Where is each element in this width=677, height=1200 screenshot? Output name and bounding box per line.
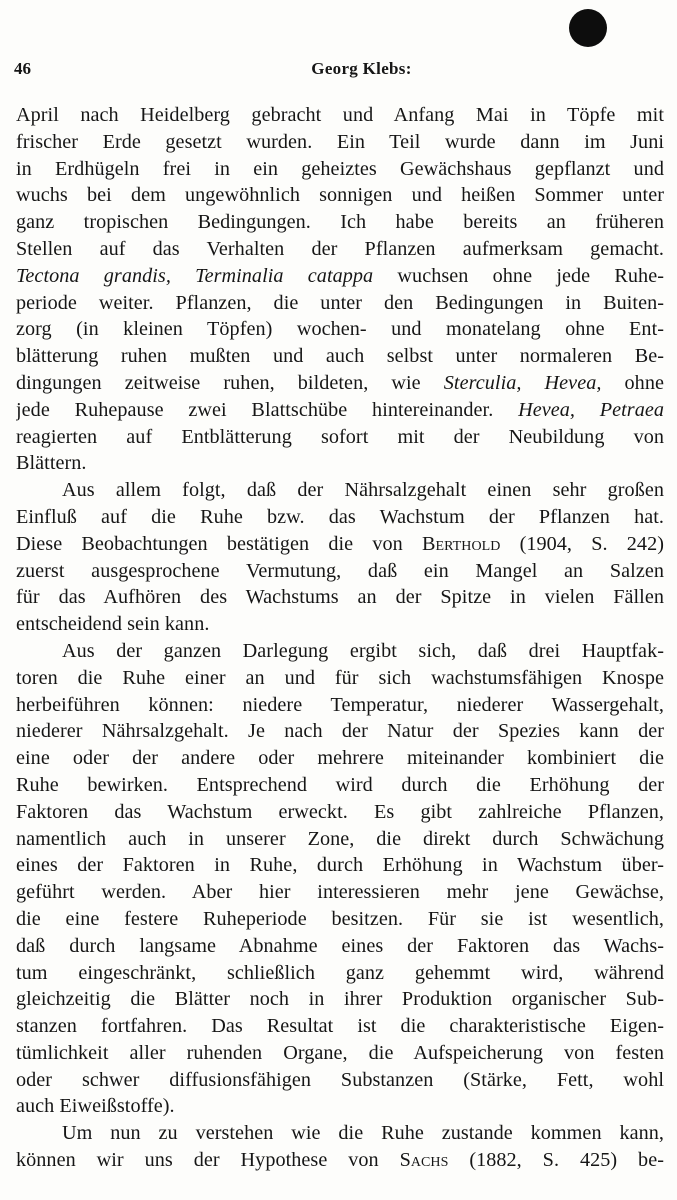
text-line [16, 1120, 664, 1147]
text-segment: Einfluß auf die Ruhe bzw. das Wachstum der Pflanzen hat. [16, 505, 664, 528]
text-segment: (1882, S. 425) be- [448, 1149, 664, 1172]
text-segment: die eine festere Ruheperiode besitzen. Für sie ist wesentlich, [16, 907, 664, 930]
text-line [16, 745, 664, 772]
page-header [14, 59, 659, 83]
italic-segment: Tectona grandis, Terminalia catappa [16, 264, 374, 287]
text-segment: tümlichkeit aller ruhenden Organe, die Aufspeicherung von festen [16, 1041, 664, 1064]
text-segment: namentlich auch in unserer Zone, die direkt durch Schwächung [16, 827, 664, 850]
text-line [16, 397, 664, 424]
text-line [16, 477, 664, 504]
text-segment: eine oder der andere oder mehrere miteinander kombiniert die [16, 747, 664, 770]
text-segment: herbeiführen können: niedere Temperatur, niederer Wassergehalt, [16, 693, 664, 716]
text-line [16, 102, 664, 129]
small-caps-segment: Berthold [422, 532, 501, 555]
text-line [16, 852, 664, 879]
text-line [16, 826, 664, 853]
text-line [16, 692, 664, 719]
text-line [16, 182, 664, 209]
text-segment: ganz tropischen Bedingungen. Ich habe bereits an früheren [16, 211, 664, 234]
text-line [16, 772, 664, 799]
text-segment: auch Eiweißstoffe). [16, 1095, 175, 1118]
text-segment: Blättern. [16, 452, 87, 475]
text-segment: reagierten auf Entblätterung sofort mit der Neubildung von [16, 425, 664, 448]
text-line [16, 129, 664, 156]
text-segment: daß durch langsame Abnahme eines der Faktoren das Wachs- [16, 934, 664, 957]
small-caps-segment: Sachs [399, 1149, 449, 1172]
text-segment: geführt werden. Aber hier interessieren mehr jene Gewächse, [16, 881, 664, 904]
text-segment: zorg (in kleinen Töpfen) wochen- und monatelang ohne Ent- [16, 318, 664, 341]
text-segment: Aus allem folgt, daß der Nährsalzgehalt einen sehr großen [62, 479, 664, 502]
text-segment: (1904, S. 242) [500, 532, 664, 555]
text-line [16, 933, 664, 960]
text-line [16, 960, 664, 987]
text-segment: Stellen auf das Verhalten der Pflanzen aufmerksam gemacht. [16, 237, 664, 260]
italic-segment: Sterculia, Hevea, [443, 371, 602, 394]
text-segment: Ruhe bewirken. Entsprechend wird durch die Erhöhung der [16, 773, 664, 796]
text-line [16, 665, 664, 692]
text-line [16, 290, 664, 317]
text-segment: Um nun zu verstehen wie die Ruhe zustande kommen kann, [62, 1122, 664, 1145]
text-segment: wuchsen ohne jede Ruhe- [373, 264, 664, 287]
text-line [16, 799, 664, 826]
text-segment: eines der Faktoren in Ruhe, durch Erhöhung in Wachstum über- [16, 854, 664, 877]
body-text [16, 102, 664, 1174]
text-line [16, 1093, 664, 1120]
text-line [16, 316, 664, 343]
text-line [16, 531, 664, 558]
text-line [16, 263, 664, 290]
text-line [16, 986, 664, 1013]
text-line [16, 504, 664, 531]
text-segment: Faktoren das Wachstum erweckt. Es gibt zahlreiche Pflanzen, [16, 800, 664, 823]
text-line [16, 906, 664, 933]
text-line [16, 370, 664, 397]
text-line [16, 1067, 664, 1094]
text-segment: April nach Heidelberg gebracht und Anfang Mai in Töpfe mit [16, 104, 664, 126]
ink-dot-mark [569, 9, 607, 47]
text-segment: Diese Beobachtungen bestätigen die von [16, 532, 423, 555]
text-segment: dingungen zeitweise ruhen, bildeten, wie [16, 371, 444, 394]
text-segment: tum eingeschränkt, schließlich ganz gehemmt wird, während [16, 961, 664, 984]
text-segment: blätterung ruhen mußten und auch selbst unter normaleren Be- [16, 345, 664, 368]
text-segment: wuchs bei dem ungewöhnlich sonnigen und heißen Sommer unter [16, 184, 664, 207]
text-segment: zuerst ausgesprochene Vermutung, daß ein Mangel an Salzen [16, 559, 664, 582]
text-line [16, 156, 664, 183]
italic-segment: Hevea, Petraea [518, 398, 664, 421]
text-segment: gleichzeitig die Blätter noch in ihrer Produktion organischer Sub- [16, 988, 664, 1011]
text-line [16, 1040, 664, 1067]
text-segment: Aus der ganzen Darlegung ergibt sich, daß drei Hauptfak- [62, 639, 664, 662]
text-segment: stanzen fortfahren. Das Resultat ist die charakteristische Eigen- [16, 1015, 664, 1038]
text-segment: in Erdhügeln frei in ein geheiztes Gewächshaus gepflanzt und [16, 157, 664, 180]
text-line [16, 1013, 664, 1040]
text-segment: ohne [601, 371, 664, 394]
text-line [16, 236, 664, 263]
text-segment: können wir uns der Hypothese von [16, 1149, 400, 1172]
text-line [16, 450, 664, 477]
text-segment: frischer Erde gesetzt wurden. Ein Teil wurde dann im Juni [16, 130, 664, 153]
text-segment: niederer Nährsalzgehalt. Je nach der Natur der Spezies kann der [16, 720, 664, 743]
text-segment: periode weiter. Pflanzen, die unter den Bedingungen in Buiten- [16, 291, 664, 314]
text-line [16, 718, 664, 745]
text-line [16, 424, 664, 451]
text-segment: für das Aufhören des Wachstums an der Spitze in vielen Fällen [16, 586, 664, 609]
text-line [16, 638, 664, 665]
running-head: Georg Klebs: [311, 59, 412, 78]
text-segment: entscheidend sein kann. [16, 613, 210, 636]
text-segment: oder schwer diffusionsfähigen Substanzen (Stärke, Fett, wohl [16, 1068, 664, 1091]
text-line [16, 1147, 664, 1174]
text-line [16, 343, 664, 370]
text-line [16, 584, 664, 611]
text-line [16, 558, 664, 585]
text-segment: jede Ruhepause zwei Blattschübe hintereinander. [16, 398, 519, 421]
text-segment: toren die Ruhe einer an und für sich wachstumsfähigen Knospe [16, 666, 664, 689]
page-number: 46 [14, 59, 31, 78]
text-line [16, 611, 664, 638]
text-line [16, 879, 664, 906]
text-line [16, 209, 664, 236]
